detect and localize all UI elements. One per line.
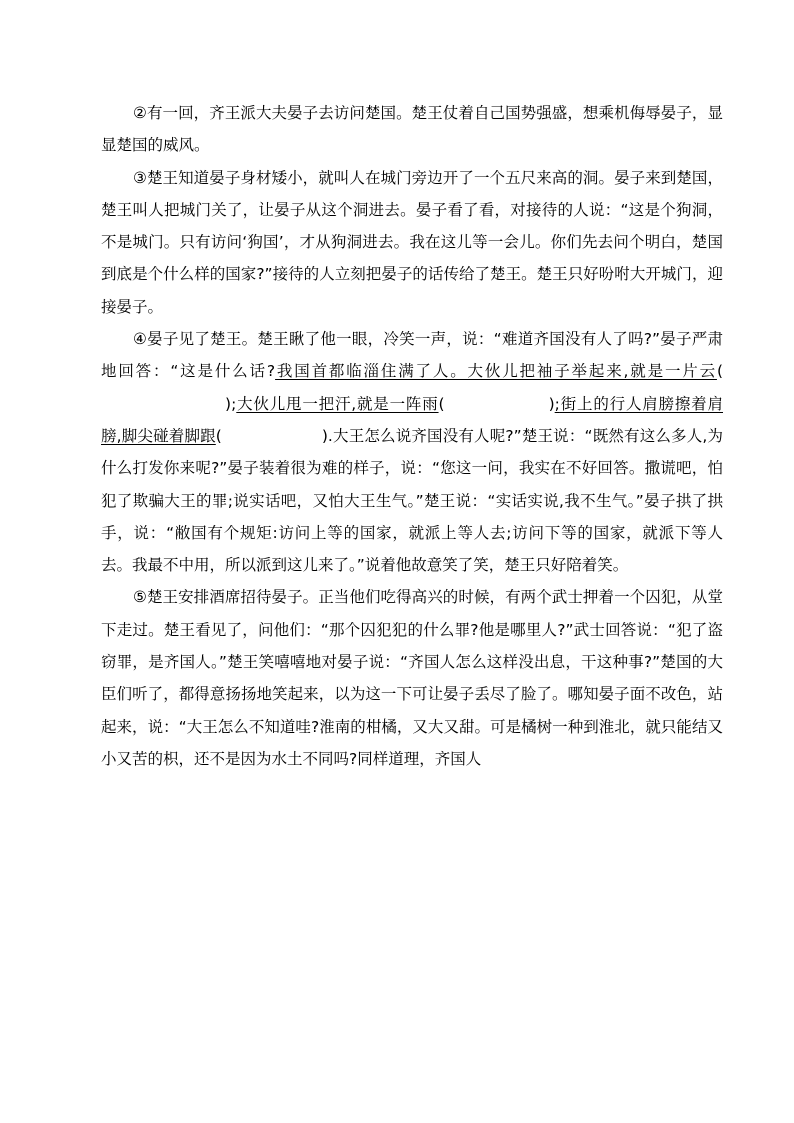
underlined-sentence-2: 大伙儿甩一把汗,就是一阵雨	[236, 394, 439, 413]
paragraph-4-rest: .大王怎么说齐国没有人呢?”楚王说：“既然有这么多人,为什么打发你来呢?”晏子装着很为难的样子，说：“您这一问，我实在不好回答。撒谎吧，怕犯了欺骗大王的罪;说实话吧，又怕大王生气。”楚王说：“实话实说,我不生气。”晏子拱了拱手，说：“敝国有个规矩:访问上等的国家，就派上等人去;访问下等的国家，就派下等人去。我最不中用，所以派到这儿来了。”说着他故意笑了笑，楚王只好陪着笑。	[101, 426, 723, 575]
paragraph-4-intro: ④晏子见了楚王。楚王瞅了他一眼，冷笑一声，说：“难道齐国没有人了吗?”晏子严肃地回答：“这是什么话?	[101, 330, 723, 381]
separator-1: ;	[231, 394, 237, 413]
blank-1-close: )	[225, 394, 232, 413]
paragraph-2: ②有一回，齐王派大夫晏子去访问楚国。楚王仗着自己国势强盛，想乘机侮辱晏子，显显楚国的威风。	[101, 104, 723, 155]
paragraph-5: ⑤楚王安排酒席招待晏子。正当他们吃得高兴的时候，有两个武士押着一个囚犯，从堂下走过。楚王看见了，问他们：“那个囚犯犯的什么罪?他是哪里人?”武士回答说：“犯了盗窃罪，是齐国人。”楚王笑嘻嘻地对晏子说：“齐国人怎么这样没出息，干这种事?”楚国的大臣们听了，都得意扬扬地笑起来，以为这一下可让晏子丢尽了脸了。哪知晏子面不改色，站起来，说：“大王怎么不知道哇?淮南的柑橘，又大又甜。可是橘树一种到淮北，就只能结又小又苦的枳，还不是因为水土不同吗?同样道理，齐国人	[101, 588, 723, 768]
article-body	[101, 97, 723, 775]
underlined-sentence-1: 我国首都临淄住满了人。大伙儿把袖子举起来,就是一片云	[275, 362, 717, 381]
paragraph-3: ③楚王知道晏子身材矮小，就叫人在城门旁边开了一个五尺来高的洞。晏子来到楚国，楚王叫人把城门关了，让晏子从这个洞进去。晏子看了看，对接待的人说：“这是个狗洞，不是城门。只有访问‘狗国’，才从狗洞进去。我在这儿等一会儿。你们先去问个明白，楚国到底是个什么样的国家?”接待的人立刻把晏子的话传给了楚王。楚王只好吩咐大开城门，迎接晏子。	[101, 168, 723, 316]
blank-1-open: (	[716, 362, 723, 381]
paragraph-4	[101, 323, 723, 581]
blank-3-close: )	[321, 426, 328, 445]
underlined-sentence-3: 街上的行人肩膀擦着肩膀,脚尖碰着脚跟	[101, 394, 723, 445]
blank-2-open: (	[438, 394, 445, 413]
separator-2: ;	[554, 394, 560, 413]
blank-2-close: )	[548, 394, 555, 413]
blank-3-open: (	[215, 426, 222, 445]
